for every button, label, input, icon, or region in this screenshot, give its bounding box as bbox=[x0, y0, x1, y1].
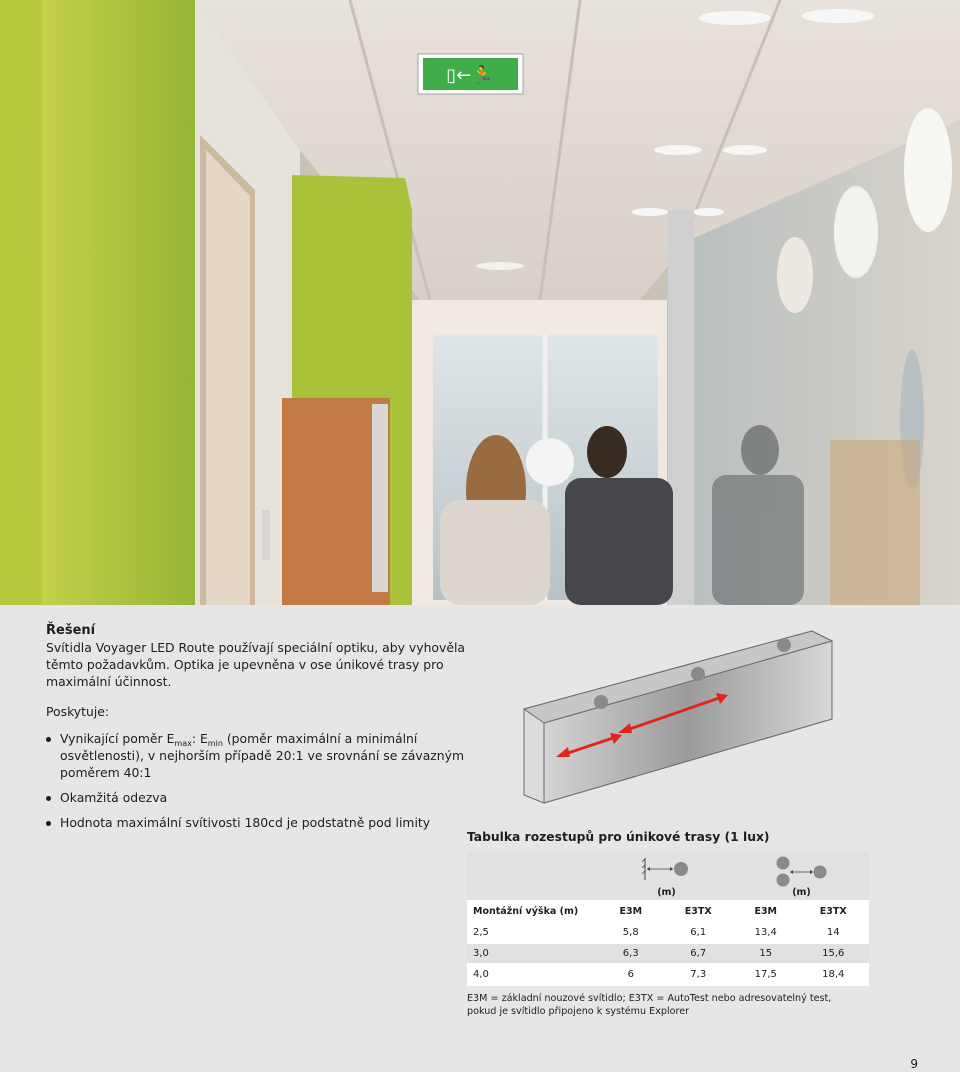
luminaire-distance-icon bbox=[773, 856, 829, 888]
page-number: 9 bbox=[910, 1057, 918, 1071]
table-cell: 7,3 bbox=[663, 965, 734, 986]
table-cell: 17,5 bbox=[734, 965, 798, 986]
solution-section bbox=[46, 622, 486, 839]
column-header-e3m-luminaire: E3M bbox=[734, 902, 798, 923]
table-header-row bbox=[467, 902, 869, 923]
light-switch bbox=[262, 510, 270, 560]
ceiling-downlight bbox=[723, 145, 767, 155]
table-title: Tabulka rozestupů pro únikové trasy (1 lux) bbox=[467, 830, 770, 844]
benefits-list bbox=[46, 730, 486, 831]
wall-distance-icon bbox=[641, 856, 691, 882]
luminaire-dot bbox=[691, 667, 705, 681]
luminaire-to-luminaire-header bbox=[734, 852, 869, 902]
spacing-table bbox=[467, 852, 869, 986]
door-panel bbox=[206, 150, 250, 605]
table-cell: 6 bbox=[599, 965, 663, 986]
footnote-line-2: pokud je svítidlo připojeno k systému Explorer bbox=[467, 1006, 690, 1017]
glass-reflection bbox=[830, 440, 920, 605]
wall-to-luminaire-header bbox=[599, 852, 734, 902]
pendant-light bbox=[777, 237, 813, 313]
unit-label-wall: (m) bbox=[657, 887, 676, 898]
column-header-mounting-height: Montážní výška (m) bbox=[467, 902, 599, 923]
table-row bbox=[467, 923, 869, 944]
table-cell: 15 bbox=[734, 944, 798, 965]
benefit-intensity: Hodnota maximální svítivosti 180cd je podstatně pod limity bbox=[46, 814, 486, 831]
table-cell: 5,8 bbox=[599, 923, 663, 944]
ceiling-downlight bbox=[632, 208, 668, 216]
luminaire-dot bbox=[777, 638, 791, 652]
table-footnote bbox=[467, 992, 869, 1018]
benefit-ratio: Vynikající poměr $E_{max}$: $E_{min}$ (poměr maximální a minimální osvětlenosti), v nejhorším případě 20:1 ve srovnání se závazným poměrem 40:1 bbox=[46, 730, 486, 781]
empty-header-cell bbox=[467, 852, 599, 902]
solution-heading: Řešení bbox=[46, 623, 96, 638]
column-header-e3m-wall: E3M bbox=[599, 902, 663, 923]
luminaire-dot bbox=[594, 695, 608, 709]
table-icon-row bbox=[467, 852, 869, 902]
solution-intro: Svítidla Voyager LED Route používají speciální optiku, aby vyhověla těmto požadavkům. Optika je upevněna v ose únikové trasy pro maximální účinnost. bbox=[46, 640, 465, 689]
footnote-line-1: E3M = základní nouzové svítidlo; E3TX = AutoTest nebo adresovatelný test, bbox=[467, 993, 832, 1004]
provides-label: Poskytuje: bbox=[46, 704, 110, 719]
table-cell: 15,6 bbox=[797, 944, 869, 965]
pendant-light bbox=[834, 186, 878, 278]
ceiling-downlight bbox=[692, 208, 724, 216]
table-cell: 3,0 bbox=[467, 944, 599, 965]
ceiling-downlight bbox=[476, 262, 524, 270]
table-cell: 18,4 bbox=[797, 965, 869, 986]
ceiling-downlight bbox=[654, 145, 702, 155]
pendant-light bbox=[904, 108, 952, 232]
table-cell: 6,3 bbox=[599, 944, 663, 965]
table-cell: 4,0 bbox=[467, 965, 599, 986]
left-wall-edge bbox=[0, 0, 42, 605]
table-row bbox=[467, 944, 869, 965]
ceiling-downlight bbox=[699, 11, 771, 25]
table-cell: 6,1 bbox=[663, 923, 734, 944]
spacing-table-section bbox=[467, 830, 869, 1018]
cabinet-side bbox=[372, 404, 388, 592]
unit-label-luminaire: (m) bbox=[792, 887, 811, 898]
exit-arrow-icon: ▯←🏃 bbox=[446, 65, 494, 86]
escape-route-diagram bbox=[522, 627, 834, 805]
benefit-response: Okamžitá odezva bbox=[46, 789, 486, 806]
green-wall bbox=[42, 0, 195, 605]
window-sticker bbox=[526, 438, 574, 486]
table-cell: 14 bbox=[797, 923, 869, 944]
column-header-e3tx-luminaire: E3TX bbox=[797, 902, 869, 923]
table-body bbox=[467, 923, 869, 986]
table-cell: 13,4 bbox=[734, 923, 798, 944]
table-cell: 2,5 bbox=[467, 923, 599, 944]
column-header-e3tx-wall: E3TX bbox=[663, 902, 734, 923]
table-row bbox=[467, 965, 869, 986]
table-cell: 6,7 bbox=[663, 944, 734, 965]
ceiling-downlight bbox=[802, 9, 874, 23]
